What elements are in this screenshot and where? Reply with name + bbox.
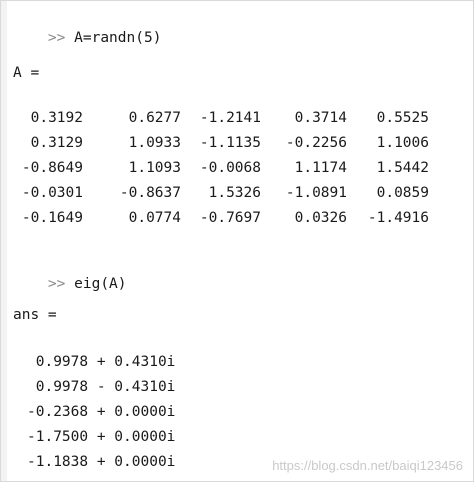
matrix-cell: -0.0068 [199, 160, 261, 176]
command-text-eig: eig(A) [74, 276, 127, 292]
eigenvalue-row: -1.1838 + 0.0000i [27, 454, 176, 470]
matrix-cell: 0.5525 [376, 110, 429, 126]
eigenvalue-row: -1.7500 + 0.0000i [27, 429, 176, 445]
matrix-cell: -0.8637 [119, 185, 181, 201]
matrix-cell: 0.0774 [128, 210, 181, 226]
matrix-cell: -0.7697 [199, 210, 261, 226]
matrix-cell: 0.0859 [376, 185, 429, 201]
eigenvalue-row: 0.9978 - 0.4310i [27, 379, 176, 395]
matrix-cell: -0.0301 [21, 185, 83, 201]
matrix-cell: -1.4916 [367, 210, 429, 226]
output-label-ans: ans = [13, 307, 57, 323]
matrix-cell: -1.0891 [285, 185, 347, 201]
matrix-cell: 0.3129 [30, 135, 83, 151]
matrix-cell: -0.2256 [285, 135, 347, 151]
matrix-cell: 0.3192 [30, 110, 83, 126]
matrix-cell: -1.1135 [199, 135, 261, 151]
matrix-cell: 1.1006 [376, 135, 429, 151]
matrix-cell: -0.1649 [21, 210, 83, 226]
matrix-cell: 0.3714 [294, 110, 347, 126]
matrix-cell: 0.0326 [294, 210, 347, 226]
prompt-symbol: >> [47, 30, 66, 46]
matrix-cell: 1.1093 [128, 160, 181, 176]
watermark-text: https://blog.csdn.net/baiqi123456 [272, 458, 463, 473]
command-line-2[interactable] [13, 257, 127, 311]
matrix-cell: -0.8649 [21, 160, 83, 176]
eigenvalue-row: -0.2368 + 0.0000i [27, 404, 176, 420]
command-text-randn: A=randn(5) [74, 30, 162, 46]
matrix-cell: 1.5326 [208, 185, 261, 201]
matrix-cell: 1.1174 [294, 160, 347, 176]
console-gutter [1, 1, 7, 481]
eigenvalue-row: 0.9978 + 0.4310i [27, 354, 176, 370]
matrix-cell: 1.0933 [128, 135, 181, 151]
matrix-cell: 0.6277 [128, 110, 181, 126]
command-line-1[interactable] [13, 11, 161, 65]
matrix-cell: -1.2141 [199, 110, 261, 126]
prompt-symbol: >> [47, 276, 66, 292]
output-label-A: A = [13, 65, 40, 81]
matrix-cell: 1.5442 [376, 160, 429, 176]
